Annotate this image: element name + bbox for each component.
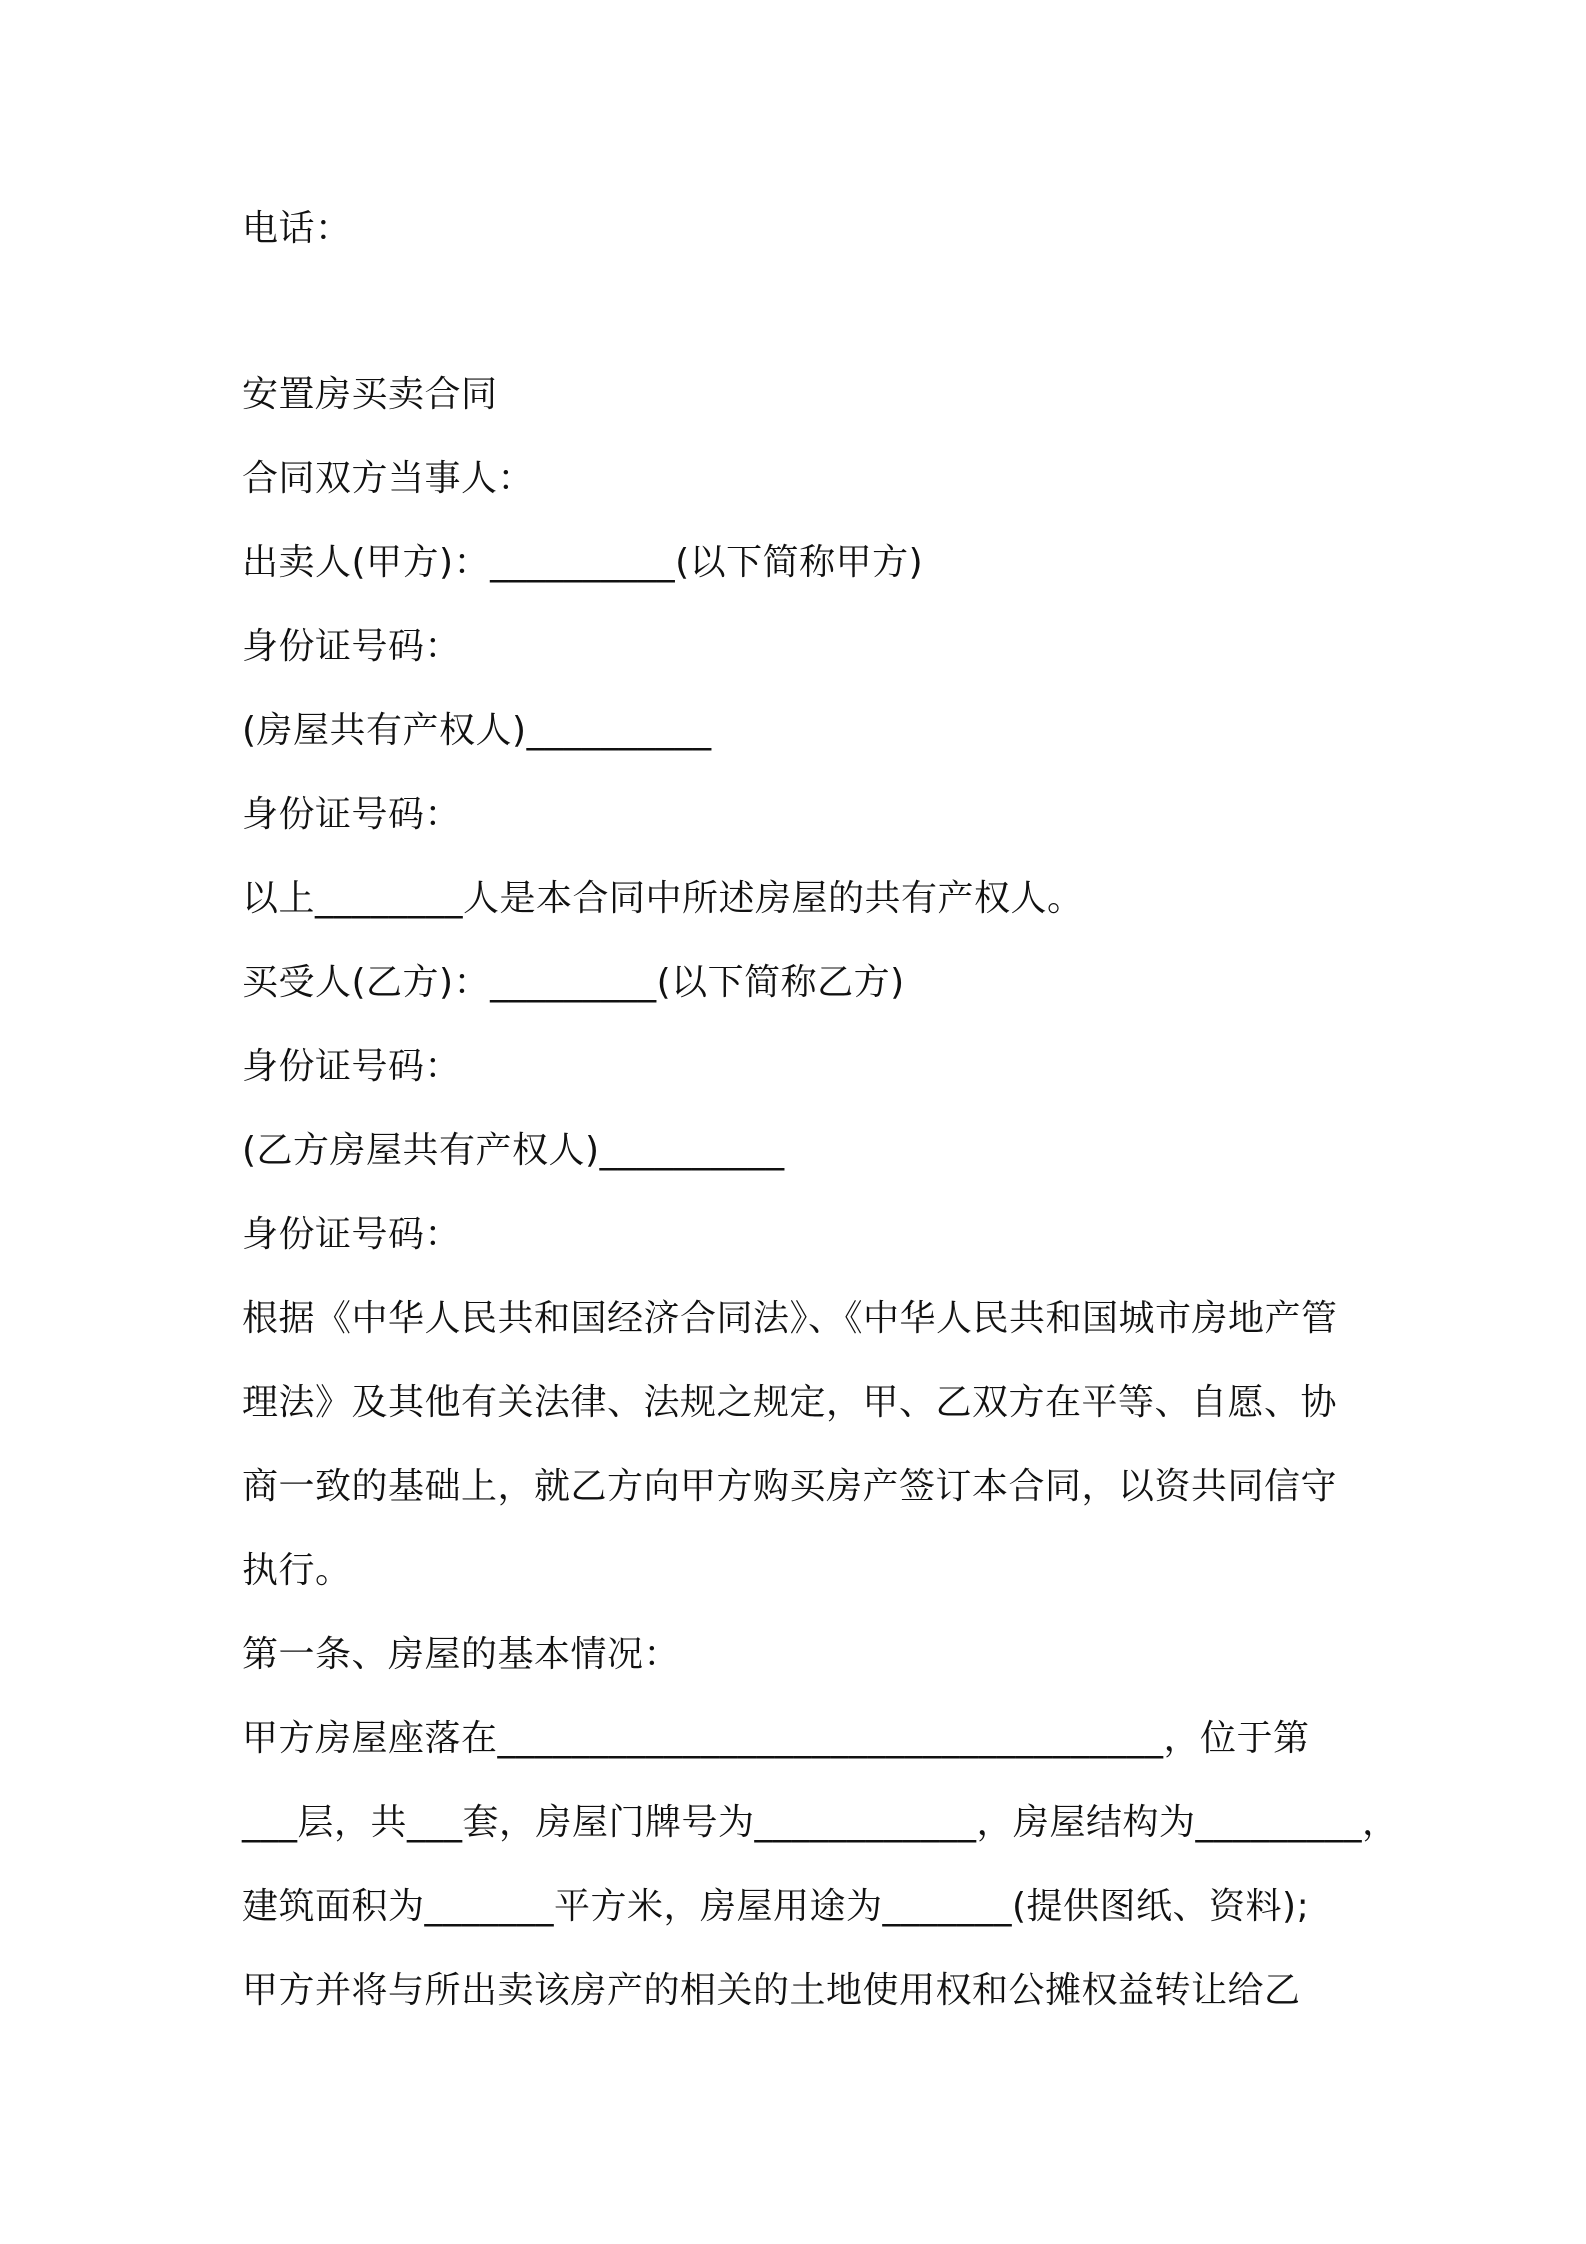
seller-id-line: 身份证号码：	[242, 626, 462, 667]
article-one-line-1: 甲方房屋座落在____________________________________，位于第	[242, 1718, 1310, 1759]
article-one-line-3: 建筑面积为_______平方米，房屋用途为_______(提供图纸、资料);	[242, 1886, 1310, 1927]
parties-heading: 合同双方当事人：	[242, 458, 535, 499]
preamble-line-1: 根据《中华人民共和国经济合同法》、《中华人民共和国城市房地产管	[242, 1298, 1338, 1339]
seller-co-owner-id-line: 身份证号码：	[242, 794, 462, 835]
co-owner-statement: 以上________人是本合同中所述房屋的共有产权人。	[242, 878, 1084, 919]
seller-co-owner-line: (房屋共有产权人)__________	[242, 710, 712, 751]
buyer-co-owner-id-line: 身份证号码：	[242, 1214, 462, 1255]
seller-line: 出卖人(甲方)：__________(以下简称甲方)	[242, 542, 924, 583]
contract-title: 安置房买卖合同	[242, 374, 498, 415]
buyer-co-owner-line: (乙方房屋共有产权人)__________	[242, 1130, 785, 1171]
phone-label: 电话：	[242, 208, 352, 249]
article-one-heading: 第一条、房屋的基本情况：	[242, 1634, 681, 1675]
preamble-line-3: 商一致的基础上，就乙方向甲方购买房产签订本合同，以资共同信守	[242, 1466, 1338, 1507]
article-one-line-4: 甲方并将与所出卖该房产的相关的土地使用权和公摊权益转让给乙	[242, 1970, 1301, 2011]
buyer-id-line: 身份证号码：	[242, 1046, 462, 1087]
preamble-line-2: 理法》及其他有关法律、法规之规定，甲、乙双方在平等、自愿、协	[242, 1382, 1338, 1423]
preamble-line-4: 执行。	[242, 1550, 352, 1591]
article-one-line-2: ___层，共___套，房屋门牌号为____________，房屋结构为_________，	[242, 1802, 1399, 1843]
buyer-line: 买受人(乙方)：_________(以下简称乙方)	[242, 962, 905, 1003]
